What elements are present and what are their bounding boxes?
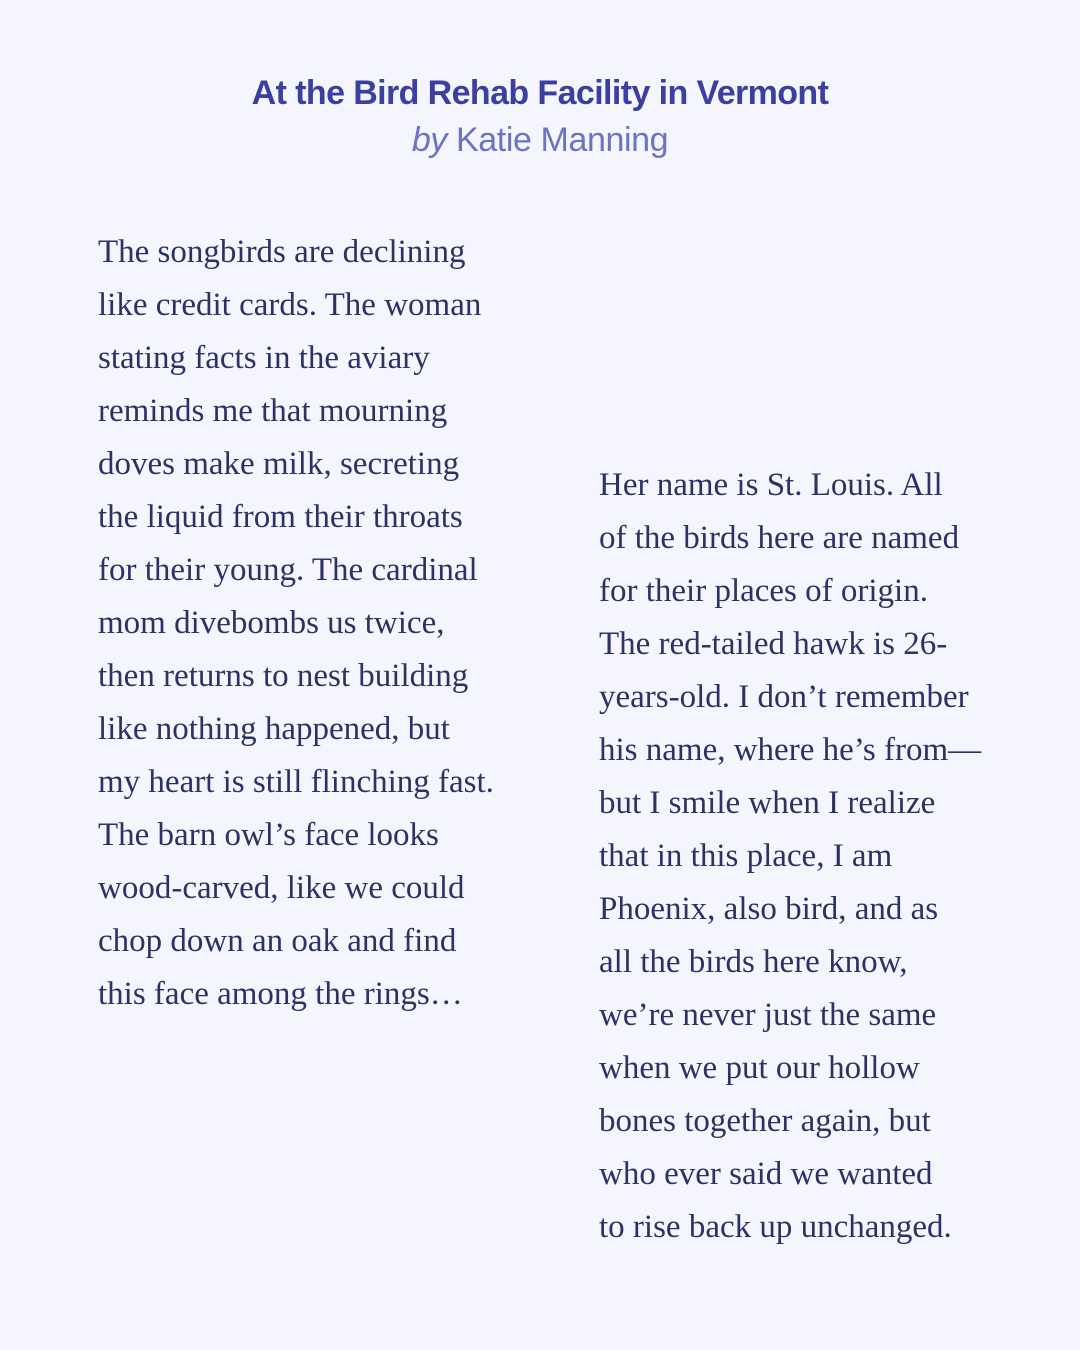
poem-line: to rise back up unchanged. (599, 1209, 952, 1245)
poem-line: of the birds here are named (599, 520, 960, 556)
poem-line: his name, where he’s from— (599, 732, 982, 768)
poem-line: like credit cards. The woman (98, 287, 482, 323)
poem-line: chop down an oak and find (98, 923, 457, 959)
poem-line: years-old. I don’t remember (599, 679, 969, 715)
poem-line: my heart is still flinching fast. (98, 764, 494, 800)
stanza-left (98, 226, 494, 1021)
poem-line: but I smile when I realize (599, 785, 936, 821)
poem-line: reminds me that mourning (98, 393, 448, 429)
poem-byline (0, 116, 1080, 164)
poem-line: when we put our hollow (599, 1050, 920, 1086)
poem-line: this face among the rings… (98, 976, 463, 1012)
poem-line: stating facts in the aviary (98, 340, 430, 376)
poem-line: for their young. The cardinal (98, 552, 478, 588)
poem-line: Her name is St. Louis. All (599, 467, 943, 503)
poem-line: that in this place, I am (599, 838, 893, 874)
stanza-right (599, 459, 981, 1254)
poem-line: Phoenix, also bird, and as (599, 891, 939, 927)
byline-prefix: by (411, 121, 447, 159)
poem-line: we’re never just the same (599, 997, 937, 1033)
poem-title: At the Bird Rehab Facility in Vermont (251, 74, 829, 112)
poem-line: doves make milk, secreting (98, 446, 460, 482)
poem-line: bones together again, but (599, 1103, 931, 1139)
poem-line: The songbirds are declining (98, 234, 466, 270)
poem-line: wood-carved, like we could (98, 870, 465, 906)
poem-line: the liquid from their throats (98, 499, 463, 535)
poem-line: like nothing happened, but (98, 711, 450, 747)
poem-header (0, 70, 1080, 164)
poem-line: who ever said we wanted (599, 1156, 933, 1192)
poem-line: then returns to nest building (98, 658, 469, 694)
poem-line: The red-tailed hawk is 26- (599, 626, 948, 662)
poem-line: for their places of origin. (599, 573, 928, 609)
poem-line: The barn owl’s face looks (98, 817, 439, 853)
poem-author: Katie Manning (455, 121, 669, 159)
poem-line: all the birds here know, (599, 944, 908, 980)
poem-line: mom divebombs us twice, (98, 605, 445, 641)
